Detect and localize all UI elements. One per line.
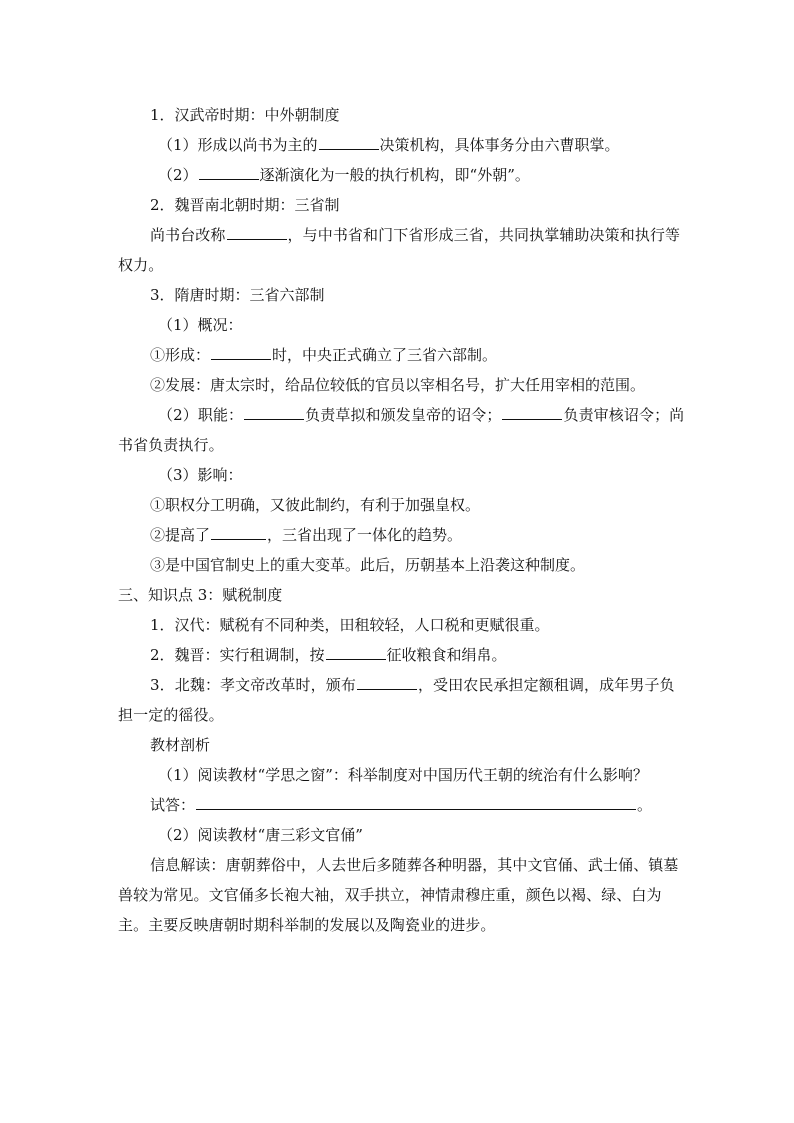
fill-blank[interactable] [211,525,266,540]
question-2: （2）阅读教材“唐三彩文官俑” [158,826,363,844]
document-body [118,100,688,940]
item-influence-3: ③是中国官制史上的重大变革。此后，历朝基本上沿袭这种制度。 [150,556,586,574]
text: 征收粮食和绢帛。 [386,646,507,664]
text: 2．魏晋：实行租调制，按 [150,646,325,664]
para-weijin [118,220,688,280]
text: （2）职能： [158,406,244,424]
fill-blank[interactable] [227,225,287,240]
text: ②提高了 [150,526,211,544]
answer-line [118,790,688,820]
text: （2） [158,166,198,184]
item-formation [118,340,688,370]
item-influence-1: ①职权分工明确，又彼此制约，有利于加强皇权。 [150,496,481,514]
item-tax-weijin [118,640,688,670]
fill-blank[interactable] [502,405,562,420]
question-1: （1）阅读教材“学思之窗”：科举制度对中国历代王朝的统治有什么影响？ [158,766,648,784]
text: 逐渐演化为一般的执行机构，即“外朝”。 [259,166,530,184]
section-heading-tax: 三、知识点 3：赋税制度 [118,586,283,604]
heading-suitang: 3．隋唐时期：三省六部制 [150,286,325,304]
text: ，与中书省和门下省形成三省，共同执掌辅助决策和执行等权力。 [118,226,681,274]
text: 。 [637,796,653,814]
fill-blank[interactable] [244,405,304,420]
text: （1）形成以尚书为主的 [158,136,318,154]
text: 负责审核诏令； [563,406,670,424]
item-tax-beiwei [118,670,688,730]
item-influence-2 [118,520,688,550]
text: 决策机构，具体事务分由六曹职掌。 [379,136,620,154]
heading-textbook-analysis: 教材剖析 [150,736,211,754]
text: 负责草拟和颁发皇帝的诏令； [305,406,502,424]
heading-han: 1．汉武帝时期：中外朝制度 [150,106,340,124]
text: 时，中央正式确立了三省六部制。 [272,346,498,364]
fill-blank[interactable] [319,135,379,150]
text: ，三省出现了一体化的趋势。 [267,526,463,544]
info-interpretation: 信息解读：唐朝葬俗中，人去世后多随葬各种明器，其中文官俑、武士俑、镇墓兽较为常见。文官俑多长袍大袖，双手拱立，神情肃穆庄重，颜色以褐、绿、白为主。主要反映唐朝时期科举制的发展以及陶瓷业的进步。 [118,856,679,934]
item-development: ②发展：唐太宗时，给品位较低的官员以宰相名号，扩大任用宰相的范围。 [150,376,646,394]
item-functions [118,400,688,460]
text: 尚书台改称 [150,226,226,244]
fill-blank[interactable] [357,675,417,690]
sub-influence: （3）影响： [158,466,243,484]
text: 3．北魏：孝文帝改革时，颁布 [150,676,356,694]
fill-blank[interactable] [326,645,386,660]
text: 尚书省负责执行。 [118,406,685,454]
item-han-1 [118,130,688,160]
fill-blank[interactable] [199,165,259,180]
item-tax-han: 1．汉代：赋税有不同种类，田租较轻，人口税和更赋很重。 [150,616,550,634]
text: 试答： [150,796,196,814]
answer-blank[interactable] [196,795,636,810]
sub-overview: （1）概况： [158,316,243,334]
text: ①形成： [150,346,211,364]
fill-blank[interactable] [211,345,271,360]
item-han-2 [118,160,688,190]
text: ，受田农民承担定额租调，成年男子负担一定的徭役。 [118,676,675,724]
heading-weijin: 2．魏晋南北朝时期：三省制 [150,196,340,214]
